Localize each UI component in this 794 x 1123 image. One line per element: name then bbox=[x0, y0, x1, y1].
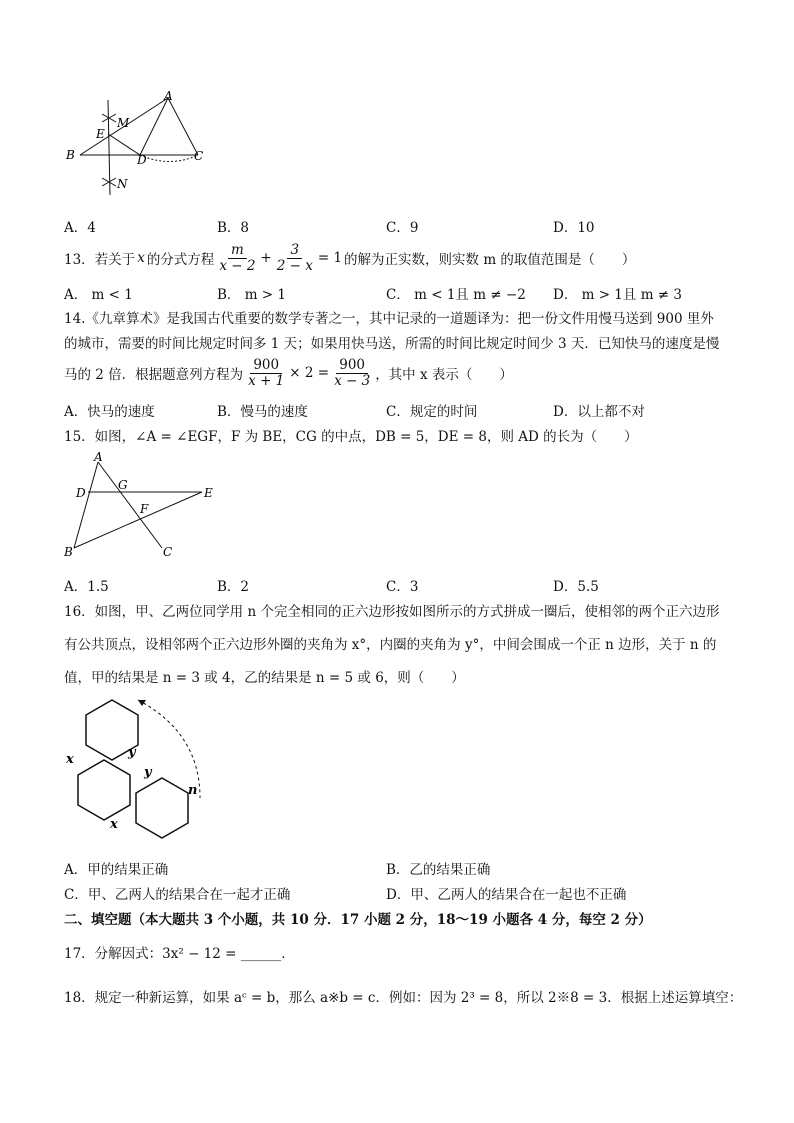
fig15-label-f: F bbox=[140, 502, 149, 516]
fig15-label-b: B bbox=[64, 545, 73, 559]
figure-q12 bbox=[60, 90, 220, 205]
q13-mid: 的分式方程 bbox=[146, 252, 215, 268]
q16-option-d: D．甲、乙两人的结果合在一起也不正确 bbox=[386, 887, 627, 903]
fig12-label-e: E bbox=[96, 127, 105, 141]
q17-text: 17．分解因式：3x² − 12 = ______． bbox=[64, 946, 295, 962]
q13-option-d: D． m > 1且 m ≠ 3 bbox=[553, 287, 682, 303]
q15-option-c: C．3 bbox=[386, 579, 419, 595]
q15-option-a: A．1.5 bbox=[64, 579, 109, 595]
q18-text: 18．规定一种新运算，如果 aᶜ = b，那么 a※b = c．例如：因为 2³ = 8，所以 2※8 = 3．根据上述运算填空： bbox=[64, 990, 743, 1006]
fig12-label-c: C bbox=[194, 149, 204, 163]
fig15-label-g: G bbox=[118, 478, 128, 492]
fig12-label-n: N bbox=[117, 177, 128, 191]
q14-frac1-num: 900 bbox=[250, 358, 282, 374]
q13-stem bbox=[64, 240, 635, 276]
q12-option-a: A．4 bbox=[64, 220, 96, 236]
fig15-label-e: E bbox=[204, 486, 213, 500]
q16-line-1: 16．如图，甲、乙两位同学用 n 个完全相同的正六边形按如图所示的方式拼成一圈后，使相邻的两个正六边形 bbox=[64, 604, 720, 620]
section-2-title: 二、填空题（本大题共 3 个小题，共 10 分．17 小题 2 分，18～19 小题各 4 分，每空 2 分） bbox=[64, 912, 652, 928]
figure-q16 bbox=[60, 688, 220, 848]
q14-frac1-den: x + 1 bbox=[248, 372, 285, 389]
q16-line-3: 值，甲的结果是 n = 3 或 4，乙的结果是 n = 5 或 6，则（ ） bbox=[64, 670, 465, 686]
fig15-label-c: C bbox=[163, 545, 173, 559]
fig12-label-a: A bbox=[164, 90, 173, 103]
q13-suffix: 的解为正实数，则实数 m 的取值范围是（ ） bbox=[344, 252, 636, 268]
q12-option-b: B．8 bbox=[217, 220, 250, 236]
q14-frac2-num: 900 bbox=[336, 358, 368, 374]
q13-option-b: B． m > 1 bbox=[217, 287, 286, 303]
q13-frac1-num: m bbox=[228, 243, 247, 259]
q14-times: × 2 = bbox=[289, 365, 330, 381]
q14-frac2-den: x − 3 bbox=[334, 372, 371, 389]
fig15-label-d: D bbox=[76, 486, 86, 500]
q13-prefix: 13．若关于 bbox=[64, 252, 136, 268]
fig16-label-x-1: x bbox=[66, 752, 74, 767]
q16-option-c: C．甲、乙两人的结果合在一起才正确 bbox=[64, 887, 291, 903]
q12-option-c: C．9 bbox=[386, 220, 419, 236]
q15-stem: 15．如图，∠A = ∠EGF，F 为 BE，CG 的中点，DB = 5，DE = 8，则 AD 的长为（ ） bbox=[64, 429, 638, 445]
q15-option-b: B．2 bbox=[217, 579, 250, 595]
fig16-label-x-2: x bbox=[110, 817, 118, 832]
q14-line-2: 的城市，需要的时间比规定时间多 1 天；如果用快马送，所需的时间比规定时间少 3 天．已知快马的速度是慢 bbox=[64, 336, 720, 352]
q16-option-a: A．甲的结果正确 bbox=[64, 862, 169, 878]
q15-option-d: D．5.5 bbox=[553, 579, 599, 595]
q13-x-var: x bbox=[137, 250, 145, 266]
fig12-label-d: D bbox=[137, 153, 147, 167]
q14-option-b: B．慢马的速度 bbox=[217, 404, 308, 420]
q13-plus: + bbox=[260, 250, 272, 266]
fig12-label-b: B bbox=[66, 148, 75, 162]
q14-option-d: D．以上都不对 bbox=[553, 404, 645, 420]
q14-line3-suffix: ，其中 x 表示（ ） bbox=[375, 367, 513, 383]
q14-option-c: C．规定的时间 bbox=[386, 404, 478, 420]
q13-option-a: A． m < 1 bbox=[64, 287, 133, 303]
fig15-label-a: A bbox=[94, 450, 103, 464]
figure-q15 bbox=[60, 450, 220, 562]
fig16-label-n: n bbox=[188, 783, 198, 798]
q13-frac2-den: 2 − x bbox=[276, 257, 313, 274]
q14-option-a: A．快马的速度 bbox=[64, 404, 155, 420]
fig16-label-y-2: y bbox=[144, 765, 152, 780]
q16-option-b: B．乙的结果正确 bbox=[386, 862, 491, 878]
fig12-label-m: M bbox=[117, 116, 130, 130]
q16-line-2: 有公共顶点，设相邻两个正六边形外圈的夹角为 x°，内圈的夹角为 y°，中间会围成一个正 n 边形，关于 n 的 bbox=[64, 637, 717, 653]
q13-fraction-1 bbox=[216, 243, 258, 274]
q12-option-d: D．10 bbox=[553, 220, 595, 236]
q14-line-3 bbox=[64, 354, 513, 392]
q14-fraction-2 bbox=[331, 358, 373, 389]
q13-option-c: C． m < 1且 m ≠ −2 bbox=[386, 287, 526, 303]
q14-line-1: 14.《九章算术》是我国古代重要的数学专著之一，其中记录的一道题译为：把一份文件用慢马送到 900 里外 bbox=[64, 311, 714, 327]
q13-fraction-2 bbox=[274, 243, 316, 274]
fig16-label-y-1: y bbox=[128, 745, 136, 760]
q13-eq: = 1 bbox=[317, 250, 343, 266]
q14-line3-prefix: 马的 2 倍．根据题意列方程为 bbox=[64, 367, 244, 383]
q13-frac1-den: x − 2 bbox=[219, 257, 256, 274]
q14-fraction-1 bbox=[245, 358, 287, 389]
q13-frac2-num: 3 bbox=[287, 243, 302, 259]
